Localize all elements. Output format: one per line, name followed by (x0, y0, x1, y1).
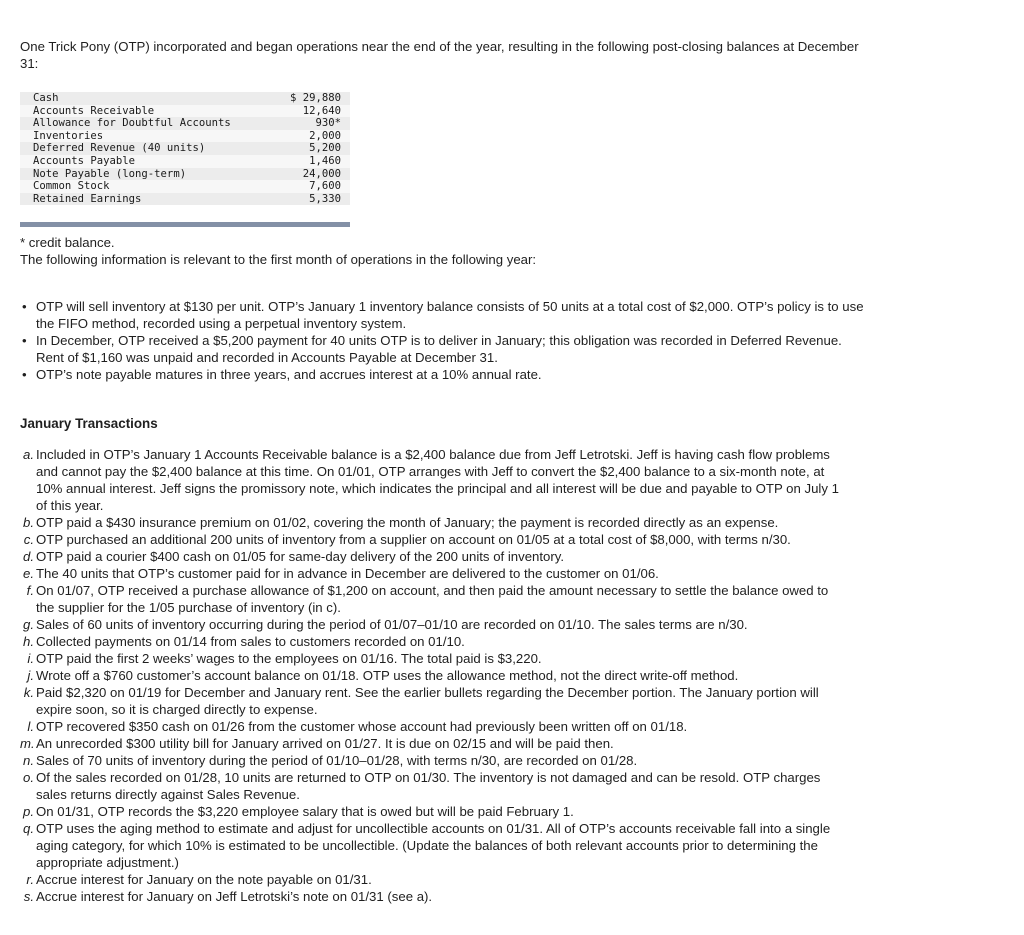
item-letter: o. (23, 770, 34, 785)
list-item (20, 769, 850, 803)
account-amount: 2,000 (263, 130, 350, 143)
table-row (20, 155, 350, 168)
item-text: Of the sales recorded on 01/28, 10 units are returned to OTP on 01/30. The inventory is not damaged and can be resold. OTP charges sales returns directly against Sales Revenue. (36, 770, 821, 802)
item-letter: b. (23, 515, 34, 530)
item-letter: g. (23, 617, 34, 632)
item-letter: n. (23, 753, 34, 768)
account-amount: 930* (263, 117, 350, 130)
item-text: An unrecorded $300 utility bill for January arrived on 01/27. It is due on 02/15 and will be paid then. (36, 736, 614, 751)
item-letter: p. (23, 804, 34, 819)
list-item (20, 667, 850, 684)
table-row (20, 130, 350, 143)
item-text: Paid $2,320 on 01/19 for December and January rent. See the earlier bullets regarding the December portion. The January portion will expire soon, so it is charged directly to expense. (36, 685, 819, 717)
account-name: Allowance for Doubtful Accounts (20, 117, 263, 130)
list-item (20, 633, 850, 650)
account-amount: 5,330 (263, 193, 350, 206)
ledger-bottom-rule (20, 222, 350, 227)
list-item (20, 366, 870, 383)
list-item (20, 718, 850, 735)
item-letter: m. (20, 736, 35, 751)
item-letter: d. (23, 549, 34, 564)
list-item (20, 735, 850, 752)
account-name: Note Payable (long-term) (20, 168, 263, 181)
transactions-list (20, 446, 850, 905)
list-item (20, 565, 850, 582)
table-row (20, 92, 350, 105)
account-name: Accounts Payable (20, 155, 263, 168)
list-item (20, 514, 850, 531)
item-text: On 01/31, OTP records the $3,220 employee salary that is owed but will be paid February 1. (36, 804, 574, 819)
table-row (20, 105, 350, 118)
transactions-heading: January Transactions (20, 416, 158, 431)
list-item (20, 803, 850, 820)
bullet-icon: • (22, 367, 27, 382)
item-text: Wrote off a $760 customer’s account balance on 01/18. OTP uses the allowance method, not the direct write-off method. (36, 668, 739, 683)
list-item (20, 548, 850, 565)
account-name: Deferred Revenue (40 units) (20, 142, 263, 155)
item-text: Accrue interest for January on the note payable on 01/31. (36, 872, 372, 887)
item-letter: l. (27, 719, 34, 734)
account-amount: 5,200 (263, 142, 350, 155)
item-text: On 01/07, OTP received a purchase allowance of $1,200 on account, and then paid the amount necessary to settle the balance owed to the supplier for the 1/05 purchase of inventory (in c). (36, 583, 829, 615)
table-row (20, 193, 350, 206)
account-name: Inventories (20, 130, 263, 143)
item-text: Sales of 70 units of inventory during the period of 01/10–01/28, with terms n/30, are recorded on 01/28. (36, 753, 638, 768)
table-row (20, 142, 350, 155)
bullet-text: In December, OTP received a $5,200 payment for 40 units OTP is to deliver in January; this obligation was recorded in Deferred Revenue. Rent of $1,160 was unpaid and recorded in Accounts Payable at December 31. (36, 333, 842, 365)
item-letter: h. (23, 634, 34, 649)
account-name: Cash (20, 92, 263, 105)
item-text: OTP purchased an additional 200 units of inventory from a supplier on account on 01/05 at a total cost of $8,000, with terms n/30. (36, 532, 791, 547)
item-letter: i. (27, 651, 34, 666)
info-bullets (20, 298, 870, 383)
account-name: Retained Earnings (20, 193, 263, 206)
item-text: The 40 units that OTP’s customer paid for in advance in December are delivered to the customer on 01/06. (36, 566, 659, 581)
item-text: OTP paid a courier $400 cash on 01/05 for same-day delivery of the 200 units of inventory. (36, 549, 565, 564)
list-item (20, 888, 850, 905)
item-text: OTP paid the first 2 weeks’ wages to the employees on 01/16. The total paid is $3,220. (36, 651, 542, 666)
item-letter: s. (23, 889, 34, 904)
bullet-icon: • (22, 333, 27, 348)
item-text: Sales of 60 units of inventory occurring during the period of 01/07–01/10 are recorded on 01/10. The sales terms are n/30. (36, 617, 748, 632)
list-item (20, 684, 850, 718)
list-item (20, 332, 870, 366)
item-letter: c. (23, 532, 34, 547)
account-amount: 24,000 (263, 168, 350, 181)
followup-text: The following information is relevant to the first month of operations in the following year: (20, 252, 537, 267)
item-text: OTP paid a $430 insurance premium on 01/02, covering the month of January; the payment is recorded directly as an expense. (36, 515, 779, 530)
bullet-icon: • (22, 299, 27, 314)
item-letter: e. (23, 566, 34, 581)
list-item (20, 650, 850, 667)
list-item (20, 616, 850, 633)
item-letter: q. (23, 821, 34, 836)
account-amount: 7,600 (263, 180, 350, 193)
bullet-text: OTP will sell inventory at $130 per unit. OTP’s January 1 inventory balance consists of 50 units at a total cost of $2,000. OTP’s policy is to use the FIFO method, recorded using a perpetual inventory system. (36, 299, 864, 331)
table-row (20, 168, 350, 181)
item-letter: f. (26, 583, 34, 598)
list-item (20, 582, 850, 616)
account-name: Accounts Receivable (20, 105, 263, 118)
item-text: OTP uses the aging method to estimate and adjust for uncollectible accounts on 01/31. All of OTP’s accounts receivable fall into a single aging category, for which 10% is estimated to be uncollectible. (Update the balances of both relevant accounts prior to determining the appropriate adjustment.) (36, 821, 831, 870)
bullet-text: OTP’s note payable matures in three years, and accrues interest at a 10% annual rate. (36, 367, 542, 382)
table-row (20, 180, 350, 193)
table-row (20, 117, 350, 130)
item-letter: r. (26, 872, 34, 887)
balance-table (20, 92, 350, 205)
list-item (20, 446, 850, 514)
account-name: Common Stock (20, 180, 263, 193)
list-item (20, 752, 850, 769)
item-text: Collected payments on 01/14 from sales to customers recorded on 01/10. (36, 634, 465, 649)
account-amount: $ 29,880 (263, 92, 350, 105)
list-item (20, 820, 850, 871)
account-amount: 1,460 (263, 155, 350, 168)
item-text: Accrue interest for January on Jeff Letrotski’s note on 01/31 (see a). (36, 889, 433, 904)
item-letter: a. (23, 447, 34, 462)
item-text: OTP recovered $350 cash on 01/26 from the customer whose account had previously been written off on 01/18. (36, 719, 688, 734)
credit-footnote: * credit balance. (20, 235, 115, 250)
account-amount: 12,640 (263, 105, 350, 118)
intro-paragraph: One Trick Pony (OTP) incorporated and began operations near the end of the year, resulting in the following post-closing balances at December 31: (20, 39, 859, 71)
list-item (20, 298, 870, 332)
item-text: Included in OTP’s January 1 Accounts Receivable balance is a $2,400 balance due from Jeff Letrotski. Jeff is having cash flow problems and cannot pay the $2,400 balance at this time. On 01/01, OTP arranges with Jeff to convert the $2,400 balance to a six-month note, at 10% annual interest. Jeff signs the promissory note, which indicates the principal and all interest will be due and payable to OTP on July 1 of this year. (36, 447, 839, 513)
item-letter: k. (23, 685, 34, 700)
item-letter: j. (27, 668, 34, 683)
list-item (20, 531, 850, 548)
list-item (20, 871, 850, 888)
